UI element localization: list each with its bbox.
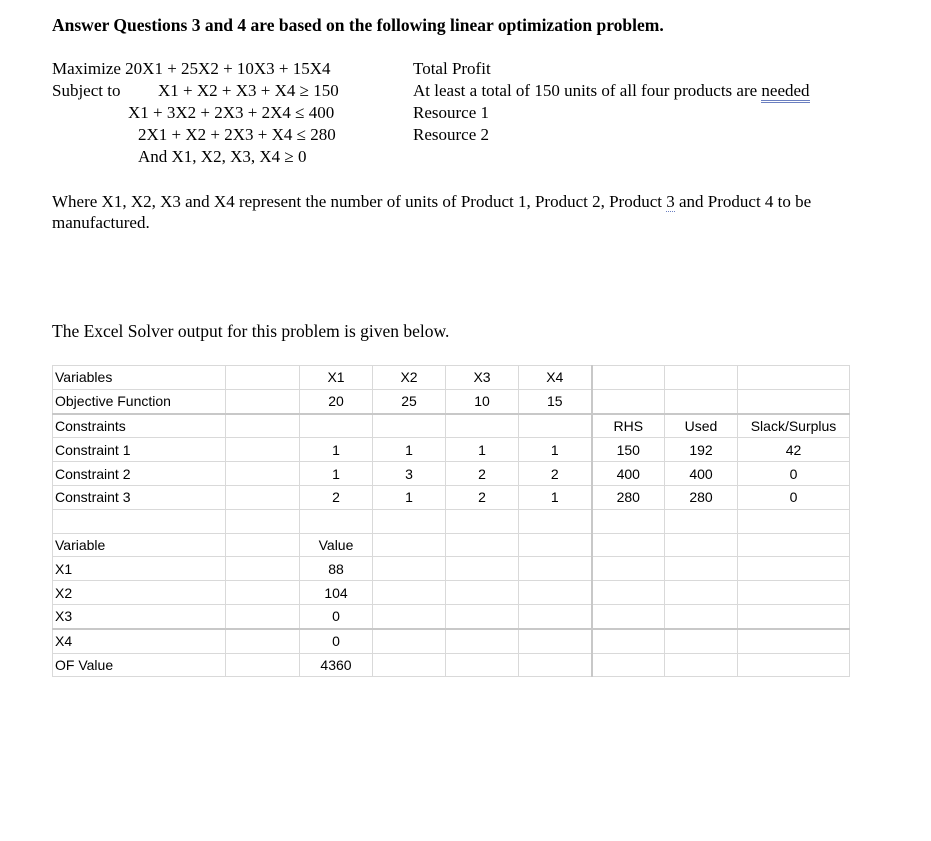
constraint-coef: 1 [300, 438, 373, 462]
constraint-3-expr: 2X1 + X2 + 2X3 + X4 ≤ 280 [138, 125, 336, 144]
constraints-label: Constraints [53, 414, 226, 438]
header-x2: X2 [373, 366, 446, 390]
table-row [53, 604, 850, 628]
constraint-coef: 1 [519, 438, 592, 462]
table-row [53, 438, 850, 462]
constraint-slack: 42 [738, 438, 850, 462]
variables-label: Variables [53, 366, 226, 390]
table-row-variables [53, 366, 850, 390]
constraint-slack: 0 [738, 462, 850, 486]
obj-coef-x4: 15 [519, 389, 592, 413]
objective-line: Maximize 20X1 + 25X2 + 10X3 + 15X4 [52, 59, 331, 78]
constraint-3-note: Resource 2 [413, 125, 490, 144]
solution-variable: OF Value [53, 653, 226, 677]
nonnegativity-line: And X1, X2, X3, X4 ≥ 0 [138, 147, 307, 166]
header-x4: X4 [519, 366, 592, 390]
constraint-rhs: 280 [592, 485, 665, 509]
used-header: Used [665, 414, 738, 438]
table-row [53, 557, 850, 581]
constraint-coef: 2 [446, 485, 519, 509]
header-x3: X3 [446, 366, 519, 390]
table-row-objective [53, 389, 850, 413]
solution-variable: X4 [53, 629, 226, 653]
subject-to-label: Subject to [52, 81, 121, 100]
header-x1: X1 [300, 366, 373, 390]
solution-value: 0 [300, 604, 373, 628]
obj-coef-x3: 10 [446, 389, 519, 413]
solver-output-table [52, 365, 850, 677]
constraint-coef: 1 [446, 438, 519, 462]
page-heading: Answer Questions 3 and 4 are based on the following linear optimization problem. [52, 15, 664, 35]
solution-variable: X1 [53, 557, 226, 581]
variable-label: Variable [53, 533, 226, 557]
obj-coef-x1: 20 [300, 389, 373, 413]
variables-description-a: Where X1, X2, X3 and X4 represent the number of units of Product 1, Product 2, Product [52, 192, 667, 211]
constraint-coef: 1 [373, 438, 446, 462]
constraint-2-note: Resource 1 [413, 103, 490, 122]
value-header: Value [300, 533, 373, 557]
table-row [53, 653, 850, 677]
constraint-coef: 1 [373, 485, 446, 509]
constraint-coef: 2 [300, 485, 373, 509]
constraint-1-expr: X1 + X2 + X3 + X4 ≥ 150 [158, 81, 339, 100]
solver-intro: The Excel Solver output for this problem is given below. [52, 321, 450, 341]
solution-value: 4360 [300, 653, 373, 677]
table-row [53, 485, 850, 509]
objective-function-label: Objective Function [53, 389, 226, 413]
constraint-slack: 0 [738, 485, 850, 509]
spellcheck-underline-needed: needed [761, 81, 809, 103]
rhs-header: RHS [592, 414, 665, 438]
table-row-solution-header [53, 533, 850, 557]
constraint-2-expr: X1 + 3X2 + 2X3 + 2X4 ≤ 400 [128, 103, 335, 122]
table-row-constraints-header [53, 414, 850, 438]
solution-value: 88 [300, 557, 373, 581]
grammar-underline-3: 3 [666, 192, 675, 211]
table-row [53, 581, 850, 605]
solution-value: 0 [300, 629, 373, 653]
solution-value: 104 [300, 581, 373, 605]
constraint-coef: 3 [373, 462, 446, 486]
constraint-rhs: 400 [592, 462, 665, 486]
variables-description-c: and Product 4 to be manufactured. [52, 192, 812, 232]
constraint-label: Constraint 1 [53, 438, 226, 462]
objective-note: Total Profit [413, 59, 491, 78]
constraint-label: Constraint 3 [53, 485, 226, 509]
constraint-used: 280 [665, 485, 738, 509]
constraint-coef: 2 [519, 462, 592, 486]
constraint-1-note [413, 81, 810, 101]
constraint-used: 400 [665, 462, 738, 486]
table-row [53, 629, 850, 653]
variables-description [52, 191, 892, 233]
constraint-coef: 1 [300, 462, 373, 486]
solution-variable: X2 [53, 581, 226, 605]
table-row-empty [53, 509, 850, 533]
constraint-coef: 2 [446, 462, 519, 486]
constraint-used: 192 [665, 438, 738, 462]
constraint-coef: 1 [519, 485, 592, 509]
constraint-rhs: 150 [592, 438, 665, 462]
table-row [53, 462, 850, 486]
constraint-1-note-text: At least a total of 150 units of all four products are [413, 81, 762, 100]
obj-coef-x2: 25 [373, 389, 446, 413]
constraint-label: Constraint 2 [53, 462, 226, 486]
slack-header: Slack/Surplus [738, 414, 850, 438]
solution-variable: X3 [53, 604, 226, 628]
